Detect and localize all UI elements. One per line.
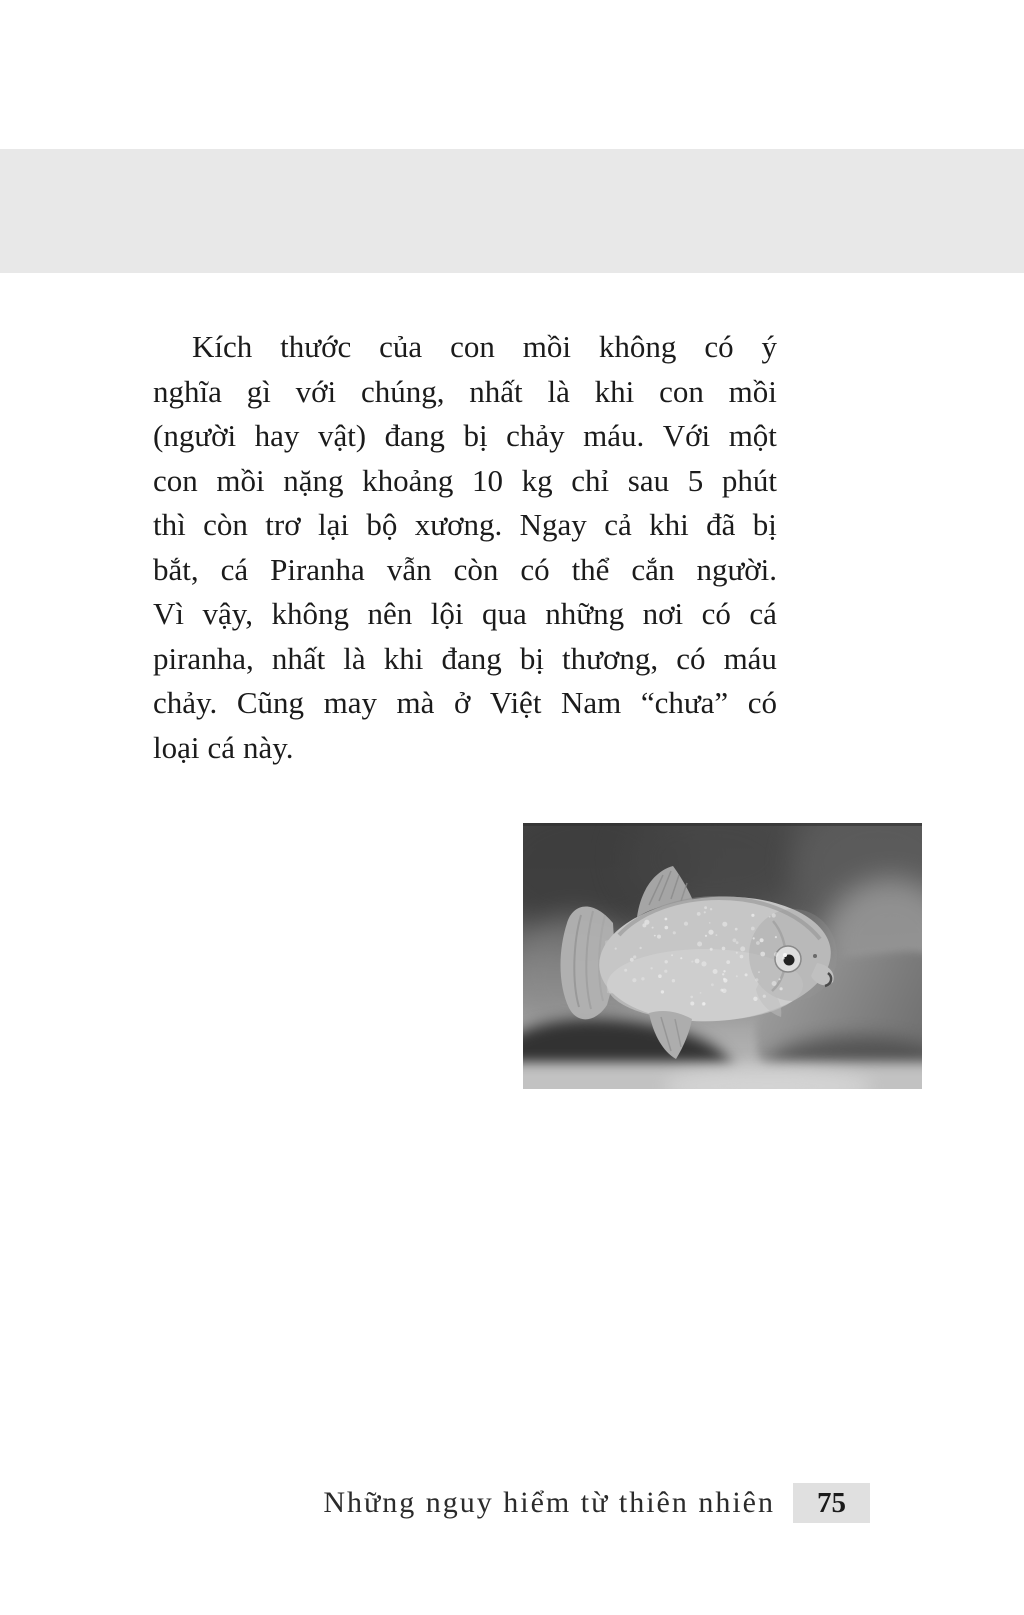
fish-anal-fin bbox=[649, 1011, 692, 1059]
text-line: (người hay vật) đang bị chảy máu. Với một bbox=[153, 418, 777, 453]
text-line: chảy. Cũng may mà ở Việt Nam “chưa” có bbox=[153, 685, 777, 720]
header-band bbox=[0, 149, 1024, 273]
piranha-fish-illustration bbox=[523, 823, 922, 1089]
text-line: piranha, nhất là khi đang bị thương, có máu bbox=[153, 640, 777, 676]
page-footer bbox=[323, 1483, 870, 1523]
page-number-badge: 75 bbox=[793, 1483, 870, 1523]
running-title: Những nguy hiểm từ thiên nhiên bbox=[323, 1486, 775, 1519]
piranha-photo bbox=[523, 823, 922, 1089]
text-line: Vì vậy, không nên lội qua những nơi có cá bbox=[153, 596, 777, 631]
text-line: bắt, cá Piranha vẫn còn có thể cắn người. bbox=[153, 551, 777, 587]
text-line: nghĩa gì với chúng, nhất là khi con mồi bbox=[153, 373, 777, 409]
fish-body-group bbox=[560, 866, 837, 1059]
text-line: Kích thước của con mồi không có ý bbox=[192, 329, 777, 364]
fish-nostril bbox=[813, 954, 817, 958]
text-line: thì còn trơ lại bộ xương. Ngay cả khi đã bị bbox=[153, 507, 777, 542]
text-line: con mồi nặng khoảng 10 kg chỉ sau 5 phút bbox=[153, 462, 777, 498]
fish-eye-highlight bbox=[783, 953, 787, 957]
paragraph bbox=[153, 325, 777, 770]
text-line: loại cá này. bbox=[153, 729, 294, 765]
